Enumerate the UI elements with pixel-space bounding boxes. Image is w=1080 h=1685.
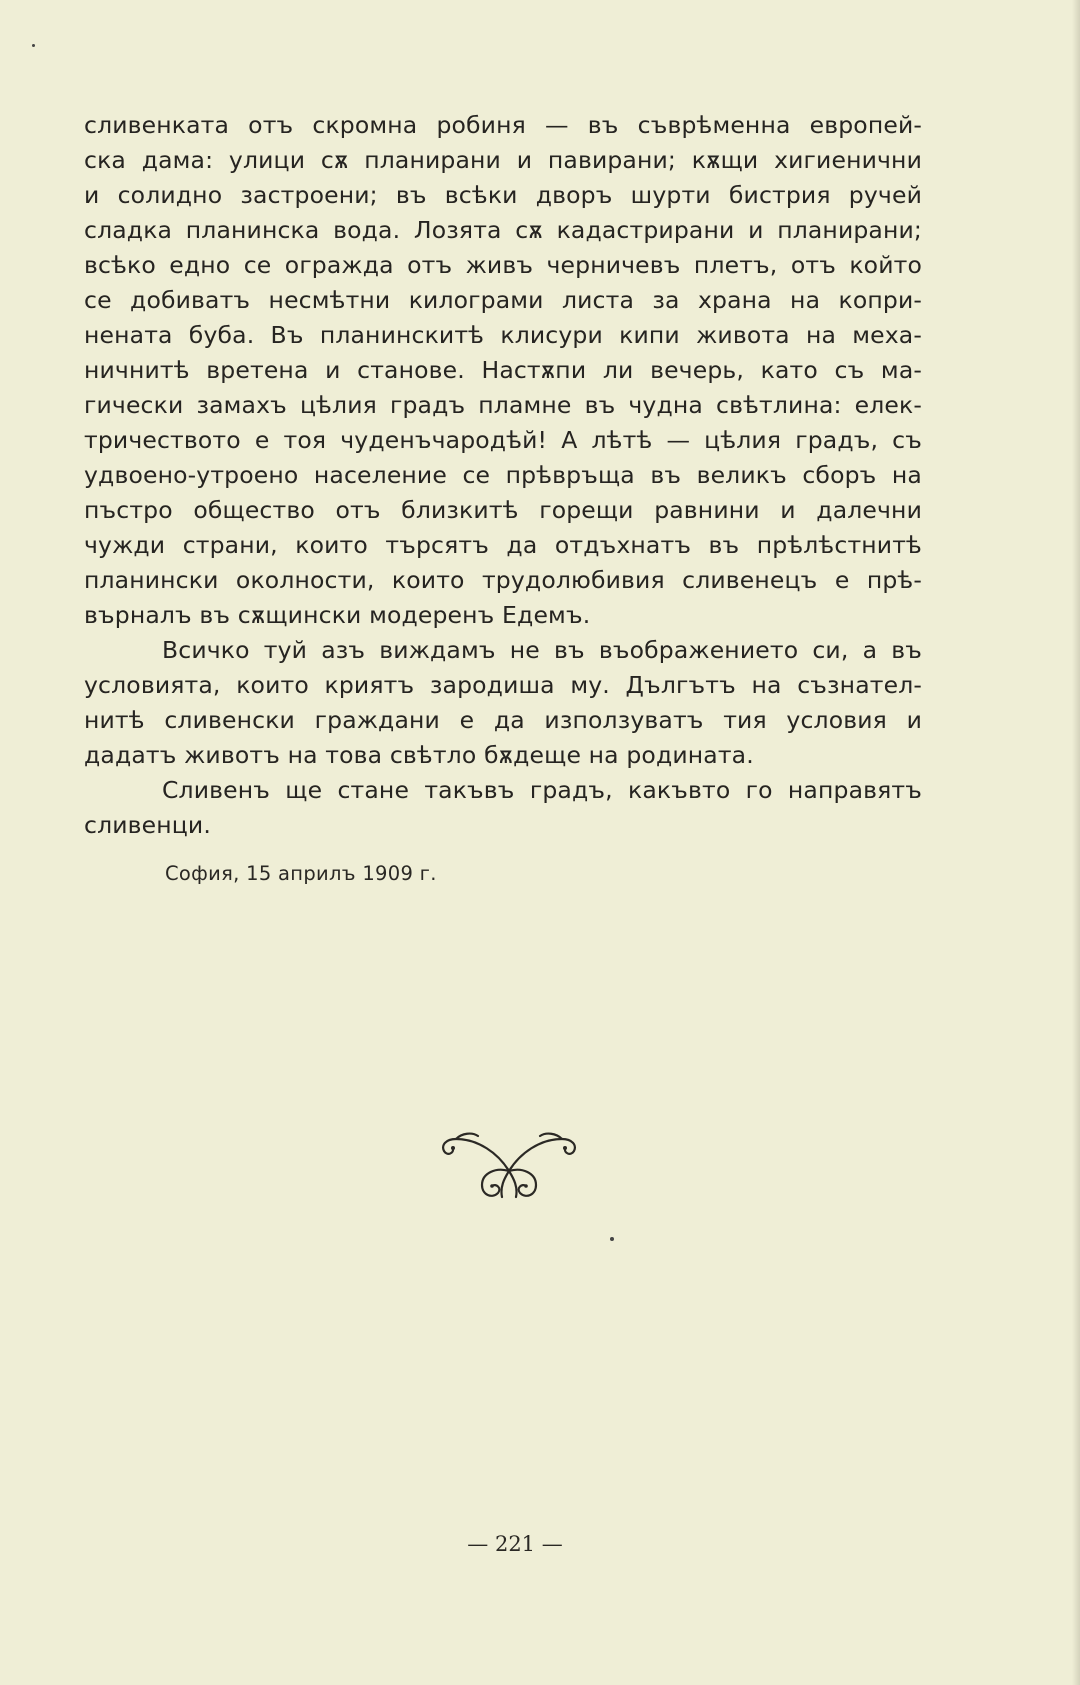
text-line: ничнитѣ вретена и станове. Настѫпи ли вечерь, като съ ма- xyxy=(84,356,922,384)
text-line: сливенката отъ скромна робиня — въ съврѣменна европей- xyxy=(84,111,922,139)
place-date-signature: София, 15 априлъ 1909 г. xyxy=(165,862,437,885)
page-edge-shadow xyxy=(1072,0,1080,1685)
paper-speck xyxy=(32,44,35,47)
text-line: дадатъ животъ на това свѣтло бѫдеще на родината. xyxy=(84,741,754,769)
paper-speck xyxy=(610,1237,614,1241)
text-line: пъстро общество отъ близкитѣ горещи равнини и далечни xyxy=(84,496,922,524)
floral-ornament-icon xyxy=(438,1123,580,1201)
text-line: сладка планинска вода. Лозята сѫ кадастрирани и планирани; xyxy=(84,216,922,244)
text-line: Сливенъ ще стане такъвъ градъ, какъвто го направятъ xyxy=(162,776,922,804)
text-line: ска дама: улици сѫ планирани и павирани; кѫщи хигиенични xyxy=(84,146,922,174)
text-line: планински околности, които трудолюбивия сливенецъ е прѣ- xyxy=(84,566,922,594)
paragraph-3 xyxy=(84,773,922,843)
body-text xyxy=(84,108,922,843)
text-line: нитѣ сливенски граждани е да използуватъ тия условия и xyxy=(84,706,922,734)
paragraph-2 xyxy=(84,633,922,773)
text-line: чужди страни, които търсятъ да отдъхнатъ въ прѣлѣстнитѣ xyxy=(84,531,922,559)
text-line: се добиватъ несмѣтни килограми листа за храна на копри- xyxy=(84,286,922,314)
text-line: условията, които криятъ зародиша му. Дългътъ на съзнател- xyxy=(84,671,922,699)
text-line: и солидно застроени; въ всѣки дворъ шурти бистрия ручей xyxy=(84,181,922,209)
text-line: удвоено-утроено население се прѣвръща въ великъ сборъ на xyxy=(84,461,922,489)
text-line: всѣко едно се огражда отъ живъ черничевъ плетъ, отъ който xyxy=(84,251,922,279)
text-line: Всичко туй азъ виждамъ не въ въображението си, а въ xyxy=(162,636,922,664)
text-line: гически замахъ цѣлия градъ пламне въ чудна свѣтлина: елек- xyxy=(84,391,922,419)
text-line: нената буба. Въ планинскитѣ клисури кипи живота на меха- xyxy=(84,321,922,349)
text-line: тричеството е тоя чуденъчародѣй! А лѣтѣ — цѣлия градъ, съ xyxy=(84,426,922,454)
page-number: — 221 — xyxy=(467,1532,563,1556)
paragraph-1 xyxy=(84,108,922,633)
text-line: сливенци. xyxy=(84,811,211,839)
text-line: върналъ въ сѫщински модеренъ Едемъ. xyxy=(84,601,591,629)
